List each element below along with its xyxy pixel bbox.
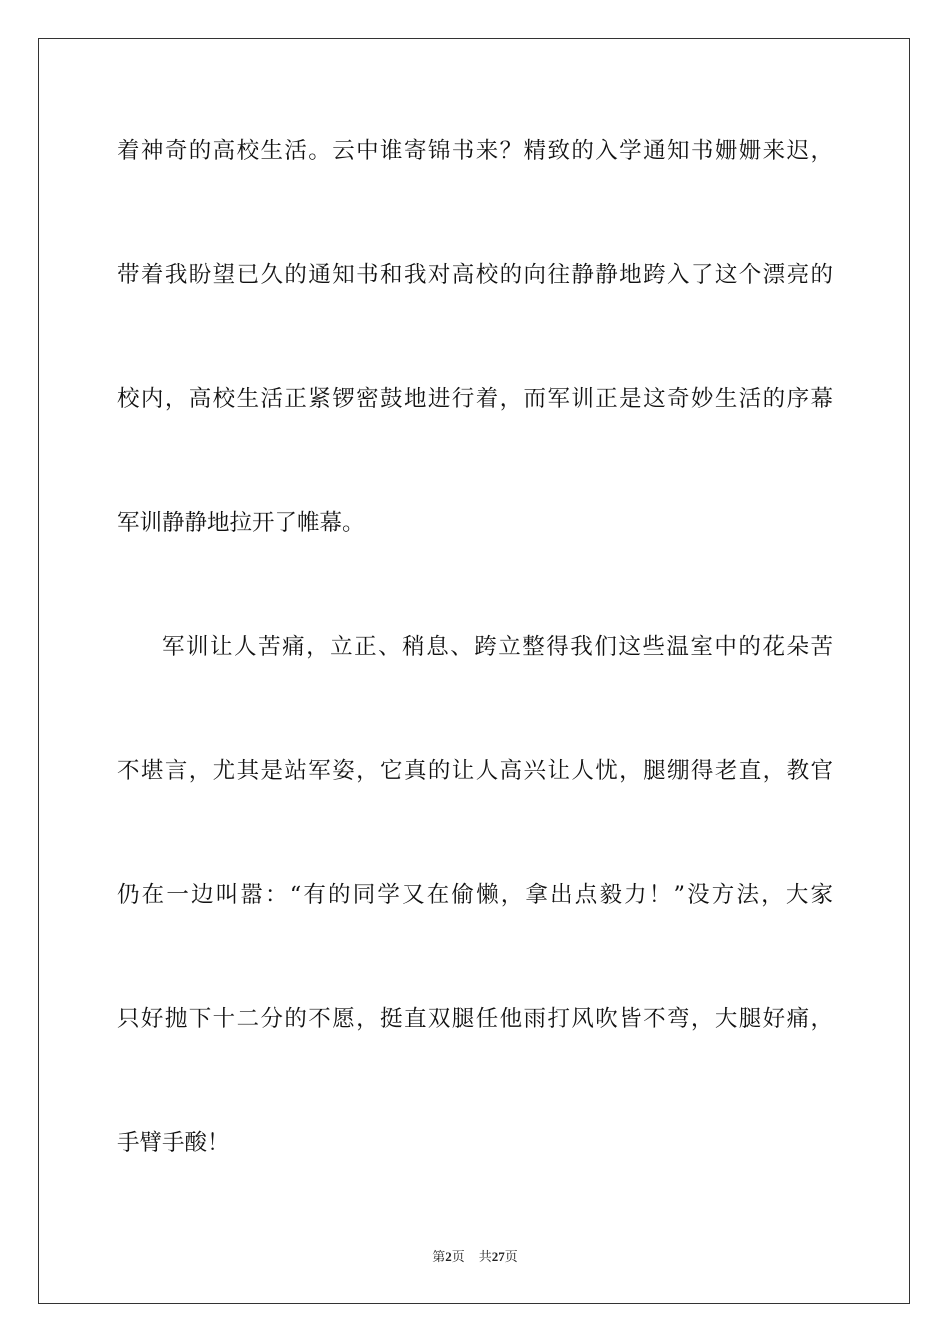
page-footer — [0, 1248, 950, 1267]
paragraph-line-4: 军训静静地拉开了帷幕。 — [117, 510, 365, 536]
paragraph-line-8: 只好抛下十二分的不愿，挺直双腿任他雨打风吹皆不弯，大腿好痛， — [117, 1006, 833, 1032]
page-prefix: 第 — [432, 1250, 446, 1265]
total-prefix: 共 — [478, 1250, 492, 1265]
page-border — [38, 38, 910, 1304]
paragraph-line-6: 不堪言，尤其是站军姿，它真的让人高兴让人忧，腿绷得老直，教官 — [117, 758, 833, 784]
paragraph-line-5-indented: 军训让人苦痛，立正、稍息、跨立整得我们这些温室中的花朵苦 — [162, 634, 833, 660]
paragraph-line-9: 手臂手酸！ — [117, 1130, 230, 1156]
page-suffix: 页 — [451, 1250, 465, 1265]
paragraph-line-1: 着神奇的高校生活。云中谁寄锦书来？精致的入学通知书姗姗来迟， — [117, 138, 833, 164]
paragraph-line-2: 带着我盼望已久的通知书和我对高校的向往静静地跨入了这个漂亮的 — [117, 262, 833, 288]
paragraph-line-7: 仍在一边叫嚣：“有的同学又在偷懒，拿出点毅力！”没方法，大家 — [117, 882, 833, 908]
total-pages: 27 — [491, 1249, 505, 1264]
paragraph-line-3: 校内，高校生活正紧锣密鼓地进行着，而军训正是这奇妙生活的序幕 — [117, 386, 833, 412]
total-suffix: 页 — [504, 1250, 518, 1265]
page-number: 2 — [445, 1249, 452, 1264]
